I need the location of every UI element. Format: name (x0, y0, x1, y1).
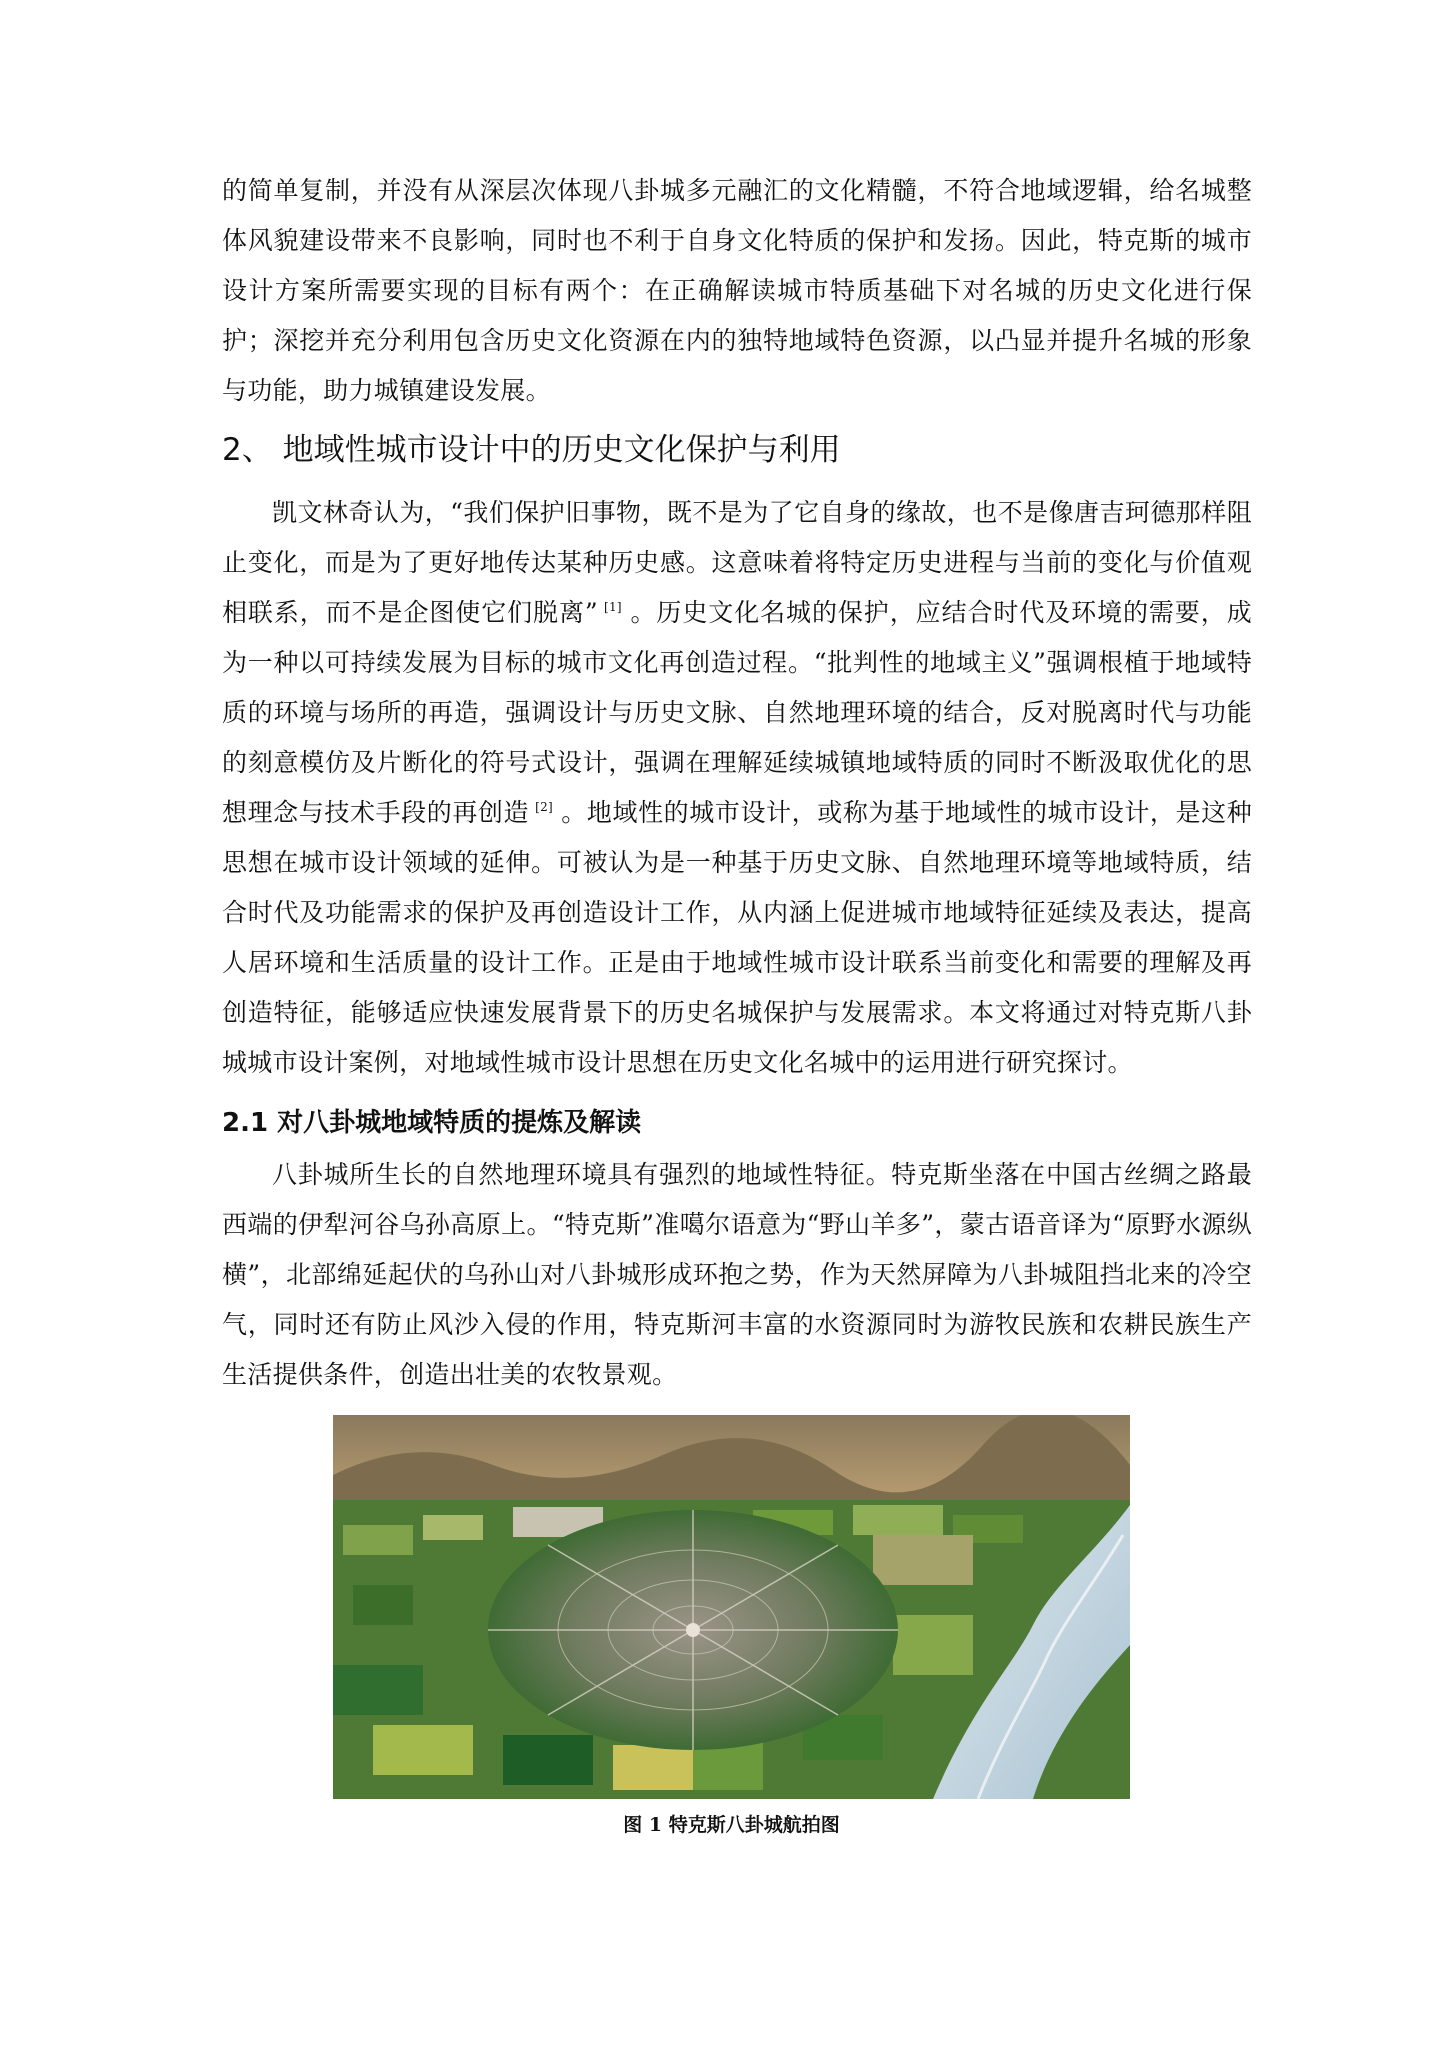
paragraph-lynch-part-c: 。地域性的城市设计，或称为基于地域性的城市设计，是这种思想在城市设计领域的延伸。可被认为是一种基于历史文脉、自然地理环境等地域特质，结合时代及功能需求的保护及再创造设计工作，从内涵上促进城市地域特征延续及表达，提高人居环境和生活质量的设计工作。正是由于地域性城市设计联系当前变化和需要的理解及再创造特征，能够适应快速发展背景下的历史名城保护与发展需求。本文将通过对特克斯八卦城城市设计案例，对地域性城市设计思想在历史文化名城中的运用进行研究探讨。 (222, 798, 1252, 1077)
figure-caption: 图 1 特克斯八卦城航拍图 (623, 1814, 840, 1836)
citation-1: [1] (603, 600, 622, 614)
section-heading-2: 2、 地域性城市设计中的历史文化保护与利用 (222, 432, 841, 468)
paragraph-lynch-part-b: 。历史文化名城的保护，应结合时代及环境的需要，成为一种以可持续发展为目标的城市文化再创造过程。“批判性的地域主义”强调根植于地域特质的环境与场所的再造，强调设计与历史文脉、自然地理环境的结合，反对脱离时代与功能的刻意模仿及片断化的符号式设计，强调在理解延续城镇地域特质的同时不断汲取优化的思想理念与技术手段的再创造 (222, 598, 1252, 827)
aerial-photo-figure (333, 1415, 1130, 1799)
paragraph-lynch (222, 488, 1252, 1088)
aerial-photo-illustration (333, 1415, 1130, 1799)
town-center (686, 1623, 700, 1637)
paragraph-geography: 八卦城所生长的自然地理环境具有强烈的地域性特征。特克斯坐落在中国古丝绸之路最西端的伊犁河谷乌孙高原上。“特克斯”准噶尔语意为“野山羊多”，蒙古语音译为“原野水源纵横”，北部绵延起伏的乌孙山对八卦城形成环抱之势，作为天然屏障为八卦城阻挡北来的冷空气，同时还有防止风沙入侵的作用，特克斯河丰富的水资源同时为游牧民族和农耕民族生产生活提供条件，创造出壮美的农牧景观。 (222, 1160, 1252, 1389)
subsection-heading-2-1: 2.1 对八卦城地域特质的提炼及解读 (222, 1108, 642, 1138)
citation-2: [2] (535, 800, 554, 814)
paragraph-lynch-part-a: 凯文林奇认为，“我们保护旧事物，既不是为了它自身的缘故，也不是像唐吉珂德那样阻止变化，而是为了更好地传达某种历史感。这意味着将特定历史进程与当前的变化与价值观相联系，而不是企图使它们脱离” (222, 498, 1252, 627)
paragraph-intro: 的简单复制，并没有从深层次体现八卦城多元融汇的文化精髓，不符合地域逻辑，给名城整体风貌建设带来不良影响，同时也不利于自身文化特质的保护和发扬。因此，特克斯的城市设计方案所需要实现的目标有两个：在正确解读城市特质基础下对名城的历史文化进行保护；深挖并充分利用包含历史文化资源在内的独特地域特色资源，以凸显并提升名城的形象与功能，助力城镇建设发展。 (222, 176, 1252, 405)
